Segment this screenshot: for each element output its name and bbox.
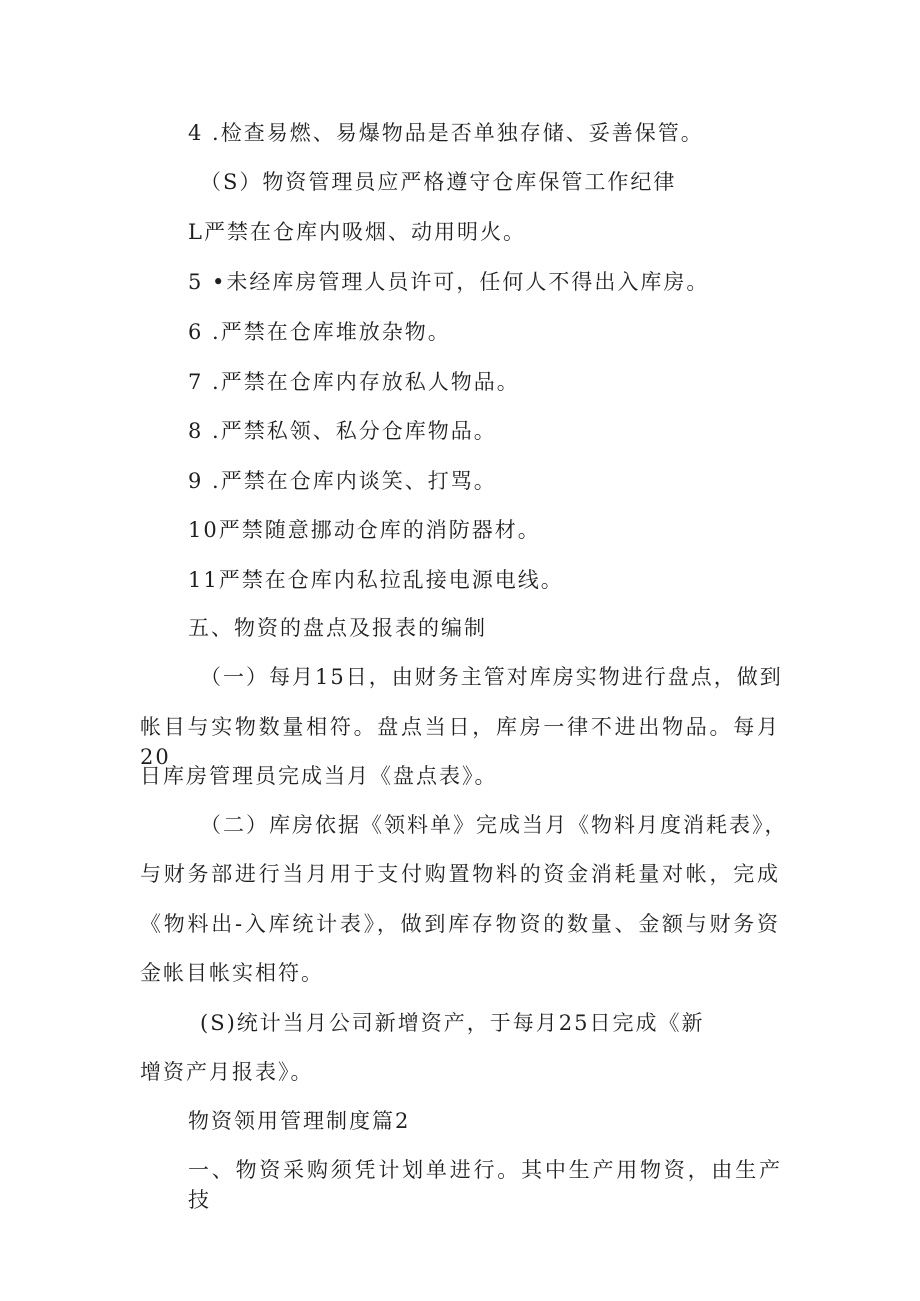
text-line-item-9: 9 .严禁在仓库内谈笑、打骂。 [188,469,497,493]
paragraph-2-line-3: 《物料出-入库统计表》，做到库存物资的数量、金额与财务资 [140,912,780,936]
paragraph-2-line-2: 与财务部进行当月用于支付购置物料的资金消耗量对帐，完成 [140,862,780,886]
text-line-item-l: L严禁在仓库内吸烟、动用明火。 [188,220,526,244]
section-title-part-2: 物资领用管理制度篇2 [188,1109,411,1133]
paragraph-1-line-1: （一）每月15日，由财务主管对库房实物进行盘点，做到 [200,665,783,689]
text-line-item-7: 7 .严禁在仓库内存放私人物品。 [188,370,520,394]
text-line-section-s: （S）物资管理员应严格遵守仓库保管工作纪律 [200,170,677,194]
text-line-item-11: 11严禁在仓库内私拉乱接电源电线。 [188,568,564,592]
paragraph-3-line-1: (S)统计当月公司新增资产，于每月25日完成《新 [200,1011,705,1035]
text-line-item-6: 6 .严禁在仓库堆放杂物。 [188,320,451,344]
text-line-item-5: 5 •未经库房管理人员许可，任何人不得出入库房。 [188,270,710,294]
paragraph-1-line-2: 帐目与实物数量相符。盘点当日，库房一律不进出物品。每月20 [140,715,780,769]
text-line-item-8: 8 .严禁私领、私分仓库物品。 [188,419,497,443]
text-line-item-4: 4 .检查易燃、易爆物品是否单独存储、妥善保管。 [188,121,704,145]
paragraph-3-line-2: 增资产月报表》。 [140,1060,314,1084]
paragraph-2-line-4: 金帐目帐实相符。 [140,961,324,985]
paragraph-4-line-1: 一、物资采购须凭计划单进行。其中生产用物资，由生产技 [188,1158,782,1212]
paragraph-1-line-3: 日库房管理员完成当月《盘点表》。 [140,764,498,788]
section-heading-inventory: 五、物资的盘点及报表的编制 [188,616,487,640]
text-line-item-10: 10严禁随意挪动仓库的消防器材。 [188,518,541,542]
paragraph-2-line-1: （二）库房依据《领料单》完成当月《物料月度消耗表》， [200,813,788,837]
